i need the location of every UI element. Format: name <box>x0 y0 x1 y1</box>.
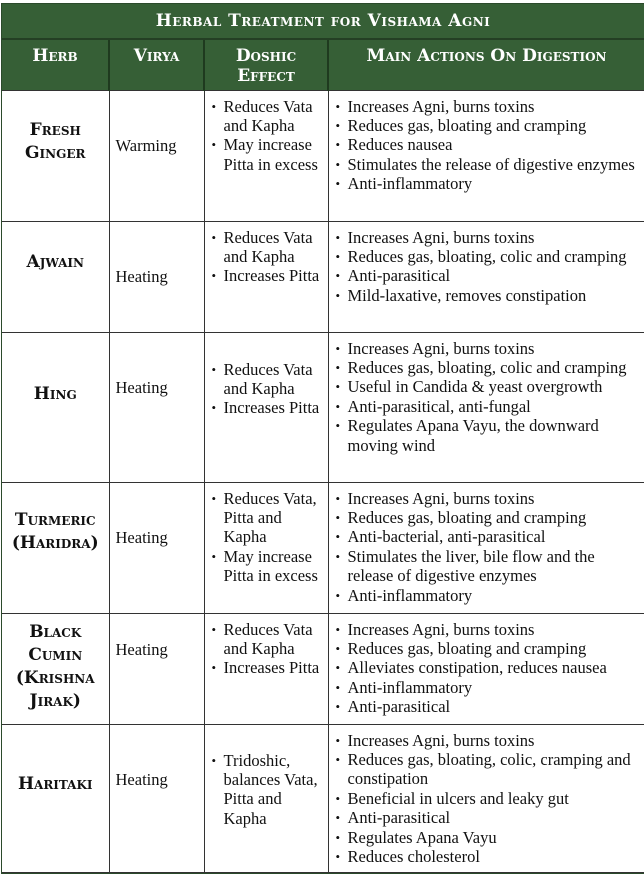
virya-value: Heating <box>115 527 168 547</box>
header-main-actions: Main Actions On Digestion <box>328 40 644 90</box>
actions-cell <box>328 332 644 482</box>
table-title: Herbal Treatment for Vishama Agni <box>2 4 644 40</box>
table-row <box>2 613 644 724</box>
action-item: • Reduces gas, bloating, colic and cramping <box>333 358 641 377</box>
herb-name <box>2 482 109 613</box>
herb-name-line: Ajwain <box>26 251 84 272</box>
herb-table <box>2 40 644 873</box>
virya-value: Heating <box>115 769 168 789</box>
doshic-cell <box>204 482 328 613</box>
table-row <box>2 90 644 221</box>
action-item: • Reduces gas, bloating and cramping <box>333 639 641 658</box>
herb-name-line: Cumin <box>28 644 83 665</box>
action-item: • Anti-bacterial, anti-parasitical <box>333 527 641 546</box>
action-item: • Anti-parasitical <box>333 266 641 285</box>
herb-name-line: Turmeric <box>14 509 96 530</box>
doshic-item: • Increases Pitta <box>209 398 324 417</box>
header-row <box>2 40 644 90</box>
doshic-item: • May increase Pitta in excess <box>209 547 324 586</box>
header-herb: Herb <box>2 40 109 90</box>
header-doshic-line2: Effect <box>237 66 295 86</box>
herb-name-line: (Krishna <box>15 667 95 688</box>
herb-name-line: Hing <box>33 383 77 404</box>
action-item: • Reduces gas, bloating, colic, cramping and constipation <box>333 750 641 789</box>
action-item: • Reduces cholesterol <box>333 847 641 866</box>
actions-cell <box>328 482 644 613</box>
doshic-item: • Reduces Vata and Kapha <box>209 360 324 399</box>
action-item: • Stimulates the release of digestive enzymes <box>333 155 641 174</box>
action-item: • Reduces gas, bloating and cramping <box>333 508 641 527</box>
action-item: • Mild-laxative, removes constipation <box>333 286 641 305</box>
action-item: • Beneficial in ulcers and leaky gut <box>333 789 641 808</box>
herbal-treatment-table-sheet <box>1 3 644 874</box>
actions-cell <box>328 613 644 724</box>
herb-name-line: Ginger <box>25 142 86 163</box>
herb-name <box>2 613 109 724</box>
doshic-item: • Reduces Vata, Pitta and Kapha <box>209 489 324 547</box>
doshic-item: • Increases Pitta <box>209 658 324 677</box>
header-virya: Virya <box>109 40 204 90</box>
header-doshic-effect <box>204 40 328 90</box>
doshic-cell <box>204 724 328 872</box>
virya-value: Heating <box>115 639 168 659</box>
herb-name <box>2 90 109 221</box>
doshic-item: • Reduces Vata and Kapha <box>209 97 324 136</box>
herb-name-line: Fresh <box>29 119 81 140</box>
herb-name-line: (Haridra) <box>11 532 99 553</box>
herb-name <box>2 221 109 332</box>
actions-cell <box>328 221 644 332</box>
herb-name-line: Black <box>29 621 82 642</box>
doshic-cell <box>204 221 328 332</box>
action-item: • Anti-inflammatory <box>333 586 641 605</box>
doshic-item: • Increases Pitta <box>209 266 324 285</box>
action-item: • Anti-parasitical <box>333 808 641 827</box>
action-item: • Increases Agni, burns toxins <box>333 97 641 116</box>
action-item: • Increases Agni, burns toxins <box>333 339 641 358</box>
doshic-item: • Reduces Vata and Kapha <box>209 228 324 267</box>
doshic-item: • Tridoshic, balances Vata, Pitta and Kapha <box>209 751 324 829</box>
action-item: • Anti-inflammatory <box>333 678 641 697</box>
virya-cell <box>109 221 204 332</box>
herb-name-line: Jirak) <box>29 690 81 711</box>
table-row <box>2 332 644 482</box>
herb-name <box>2 724 109 872</box>
action-item: • Increases Agni, burns toxins <box>333 489 641 508</box>
header-doshic-line1: Doshic <box>235 46 297 66</box>
virya-value: Heating <box>115 377 168 397</box>
actions-cell <box>328 724 644 872</box>
action-item: • Reduces nausea <box>333 135 641 154</box>
virya-value: Heating <box>115 266 168 286</box>
virya-cell <box>109 332 204 482</box>
doshic-cell <box>204 613 328 724</box>
doshic-item: • May increase Pitta in excess <box>209 135 324 174</box>
action-item: • Useful in Candida & yeast overgrowth <box>333 377 641 396</box>
action-item: • Increases Agni, burns toxins <box>333 620 641 639</box>
herb-name <box>2 332 109 482</box>
table-row <box>2 221 644 332</box>
doshic-item: • Reduces Vata and Kapha <box>209 620 324 659</box>
action-item: • Alleviates constipation, reduces nausea <box>333 658 641 677</box>
action-item: • Anti-parasitical, anti-fungal <box>333 397 641 416</box>
doshic-cell <box>204 90 328 221</box>
herb-name-line: Haritaki <box>17 773 93 794</box>
action-item: • Stimulates the liver, bile flow and the release of digestive enzymes <box>333 547 641 586</box>
virya-cell <box>109 724 204 872</box>
action-item: • Reduces gas, bloating and cramping <box>333 116 641 135</box>
action-item: • Regulates Apana Vayu <box>333 828 641 847</box>
virya-cell <box>109 482 204 613</box>
action-item: • Regulates Apana Vayu, the downward moving wind <box>333 416 641 455</box>
action-item: • Reduces gas, bloating, colic and cramping <box>333 247 641 266</box>
virya-value: Warming <box>115 135 177 155</box>
action-item: • Increases Agni, burns toxins <box>333 731 641 750</box>
doshic-cell <box>204 332 328 482</box>
actions-cell <box>328 90 644 221</box>
virya-cell <box>109 613 204 724</box>
action-item: • Anti-inflammatory <box>333 174 641 193</box>
virya-cell <box>109 90 204 221</box>
table-row <box>2 482 644 613</box>
table-row <box>2 724 644 872</box>
action-item: • Anti-parasitical <box>333 697 641 716</box>
action-item: • Increases Agni, burns toxins <box>333 228 641 247</box>
